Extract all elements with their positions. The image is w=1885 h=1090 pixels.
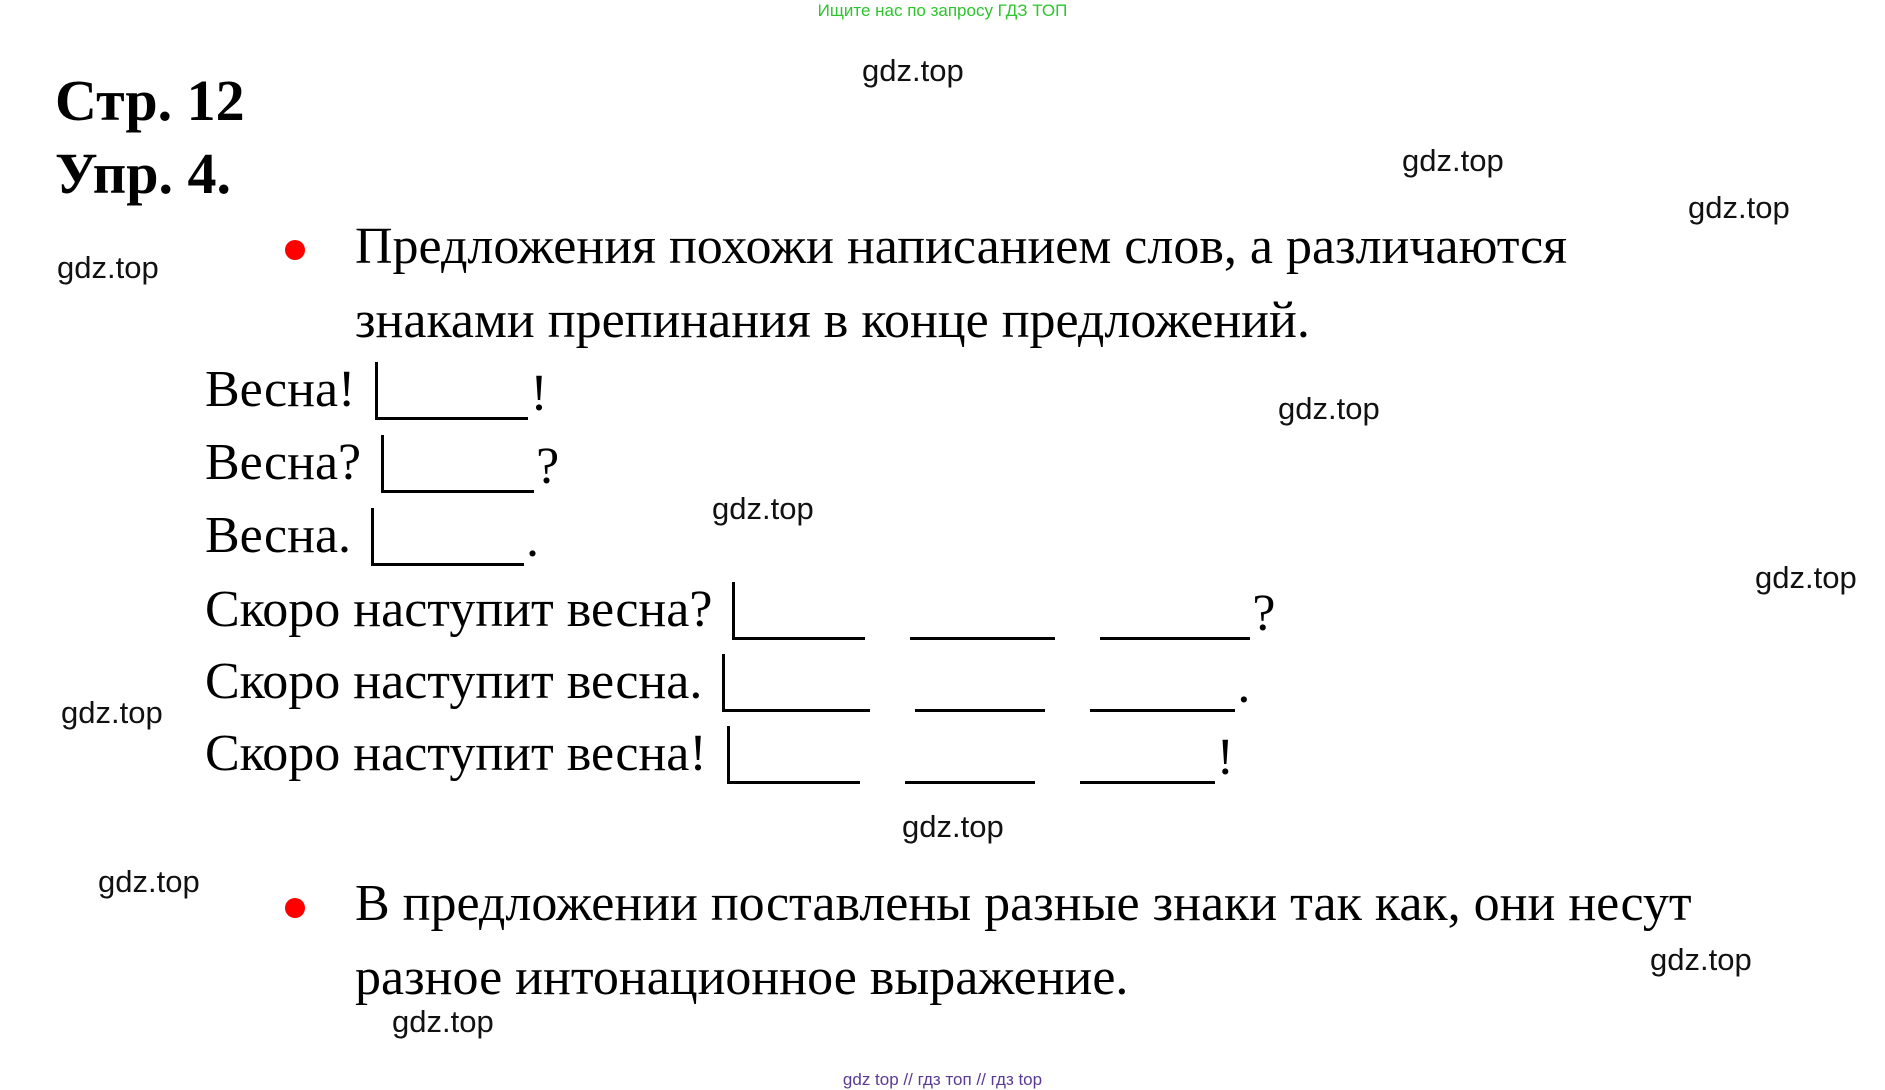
scheme-word-line: [1100, 637, 1250, 640]
scheme-word-line: [378, 417, 528, 420]
scheme-end-mark: .: [526, 511, 540, 568]
scheme-word-line: [905, 781, 1035, 784]
scheme-word-line: [910, 637, 1055, 640]
watermark: gdz.top: [61, 695, 163, 730]
sentence-text: Весна!: [205, 361, 356, 418]
scheme-word-line: [725, 709, 870, 712]
scheme-end-mark: .: [1237, 657, 1251, 714]
watermark: gdz.top: [57, 250, 159, 285]
scheme-end-mark: !: [1216, 729, 1234, 786]
sentence-scheme: [732, 582, 1250, 640]
sentence-scheme: [381, 435, 534, 493]
paragraph-1-line-1: Предложения похожи написанием слов, а различаются: [355, 218, 1568, 275]
scheme-start-bar: [381, 435, 384, 493]
sentence-text: Весна?: [205, 434, 362, 491]
watermark: gdz.top: [392, 1004, 494, 1039]
scheme-word-line: [915, 709, 1045, 712]
sentence-row: [205, 580, 1276, 640]
paragraph-1-line-2: знаками препинания в конце предложений.: [355, 292, 1310, 349]
exercise-heading: Упр. 4.: [55, 141, 231, 206]
sentence-row: [205, 433, 559, 493]
page-number-heading: Стр. 12: [55, 68, 245, 133]
sentence-scheme: [727, 726, 1215, 784]
scheme-word-line: [1080, 781, 1215, 784]
scheme-start-bar: [727, 726, 730, 784]
top-banner: Ищите нас по запросу ГДЗ ТОП: [817, 1, 1068, 20]
footer-links: gdz top // гдз топ // гдз top: [842, 1070, 1043, 1089]
watermark: gdz.top: [862, 53, 964, 88]
watermark: gdz.top: [1755, 560, 1857, 595]
sentence-text: Скоро наступит весна?: [205, 581, 713, 638]
paragraph-2-line-1: В предложении поставлены разные знаки так как, они несут: [355, 875, 1692, 932]
watermark: gdz.top: [1650, 942, 1752, 977]
scheme-start-bar: [375, 362, 378, 420]
sentence-scheme: [371, 508, 524, 566]
scheme-word-line: [735, 637, 865, 640]
scheme-start-bar: [722, 654, 725, 712]
watermark: gdz.top: [712, 491, 814, 526]
sentence-text: Скоро наступит весна.: [205, 653, 703, 710]
sentence-text: Скоро наступит весна!: [205, 725, 707, 782]
scheme-start-bar: [732, 582, 735, 640]
scheme-word-line: [374, 563, 524, 566]
scheme-word-line: [1090, 709, 1235, 712]
sentence-row: [205, 724, 1234, 784]
scheme-start-bar: [371, 508, 374, 566]
watermark: gdz.top: [98, 864, 200, 899]
watermark: gdz.top: [1688, 190, 1790, 225]
scheme-end-mark: ?: [1252, 585, 1276, 642]
sentence-row: [205, 506, 539, 566]
sentence-row: [205, 652, 1250, 712]
scheme-word-line: [730, 781, 860, 784]
scheme-word-line: [384, 490, 534, 493]
scheme-end-mark: ?: [536, 438, 560, 495]
bullet-icon: [285, 898, 305, 918]
sentence-text: Весна.: [205, 507, 352, 564]
bullet-icon: [285, 240, 305, 260]
watermark: gdz.top: [1402, 143, 1504, 178]
sentence-scheme: [722, 654, 1235, 712]
paragraph-2-line-2: разное интонационное выражение.: [355, 949, 1129, 1006]
watermark: gdz.top: [1278, 391, 1380, 426]
sentence-row: [205, 360, 548, 420]
scheme-end-mark: !: [530, 365, 548, 422]
watermark: gdz.top: [902, 809, 1004, 844]
sentence-scheme: [375, 362, 528, 420]
